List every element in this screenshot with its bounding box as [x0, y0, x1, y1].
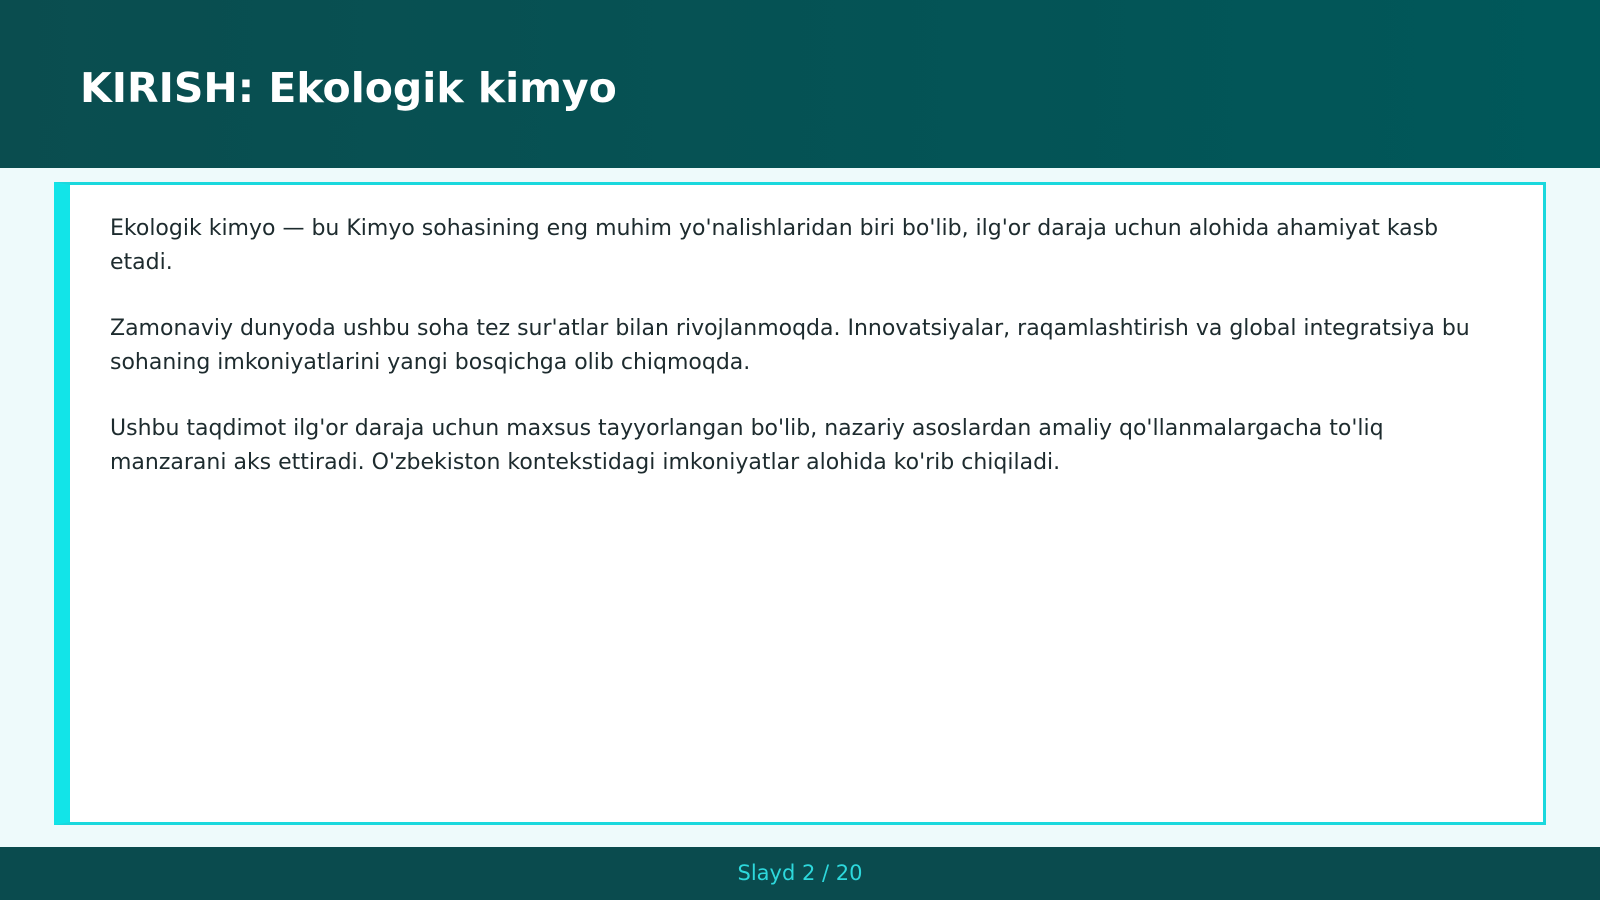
slide-footer — [0, 847, 1600, 900]
paragraph-modern-world: Zamonaviy dunyoda ushbu soha tez sur'atlar bilan rivojlanmoqda. Innovatsiyalar, raqamlashtirish va global integratsiya bu sohaning imkoniyatlarini yangi bosqichga olib chiqmoqda. — [110, 316, 1470, 375]
slide-title: KIRISH: Ekologik kimyo — [80, 64, 617, 112]
content-card — [54, 182, 1546, 825]
paragraph-intro: Ekologik kimyo — bu Kimyo sohasining eng muhim yo'nalishlaridan biri bo'lib, ilg'or daraja uchun alohida ahamiyat kasb etadi. — [110, 216, 1439, 275]
content-body — [110, 212, 1470, 512]
slide-counter: Slayd 2 / 20 — [737, 861, 863, 885]
slide-header — [0, 0, 1600, 168]
paragraph-presentation-scope: Ushbu taqdimot ilg'or daraja uchun maxsus tayyorlangan bo'lib, nazariy asoslardan amaliy qo'llanmalargacha to'liq manzarani aks ettiradi. O'zbekiston kontekstidagi imkoniyatlar alohida ko'rib chiqiladi. — [110, 416, 1384, 475]
